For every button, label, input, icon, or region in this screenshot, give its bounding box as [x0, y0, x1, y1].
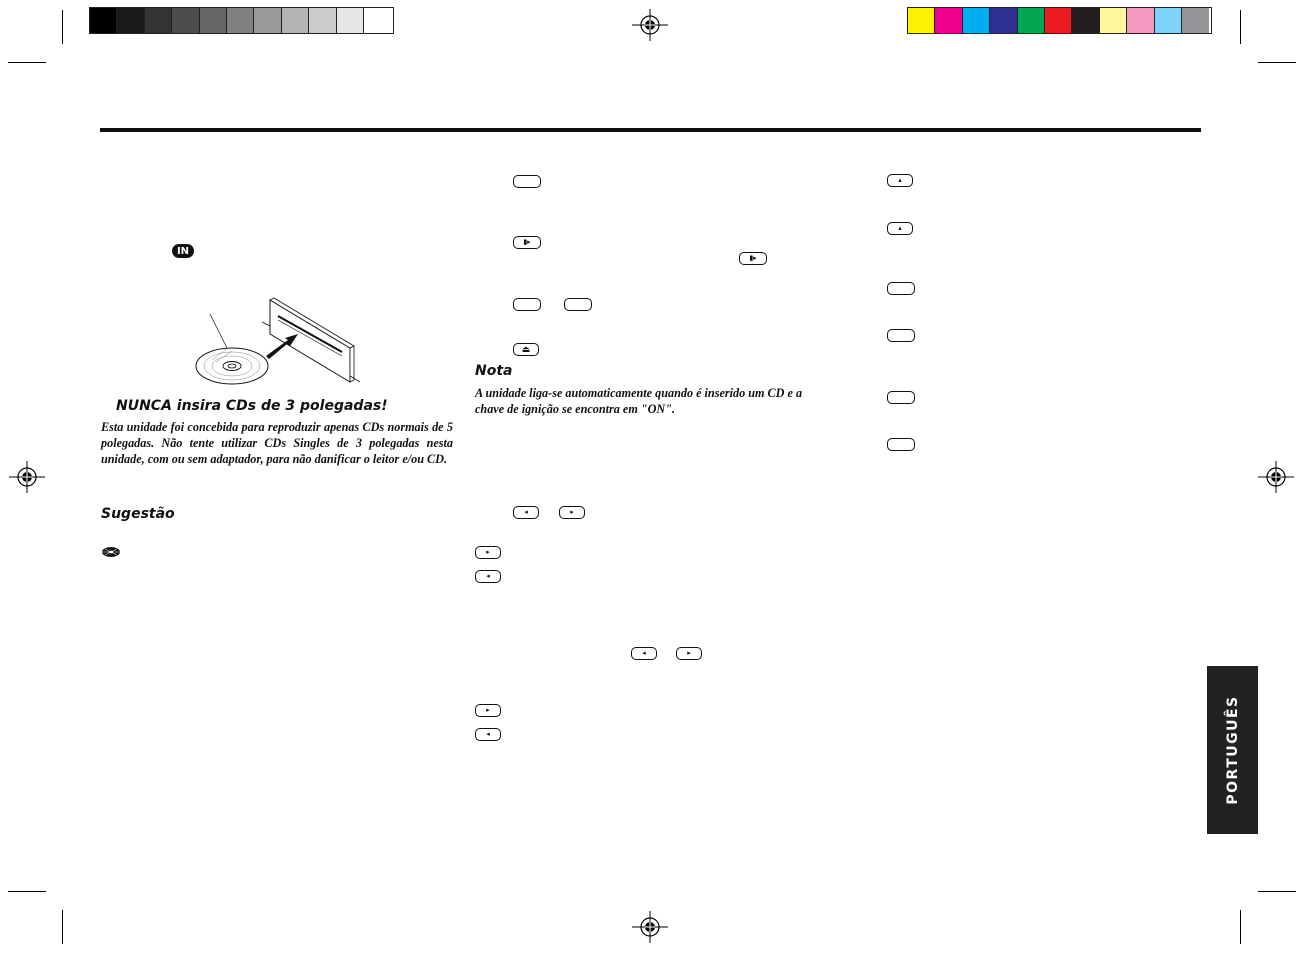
swatch — [1127, 8, 1154, 33]
swatch — [935, 8, 962, 33]
registration-target-icon — [632, 9, 668, 41]
play-pause-button-icon: ▮▸ — [513, 236, 541, 249]
in-badge-label: IN — [176, 245, 190, 257]
crop-mark — [1258, 62, 1296, 63]
right-button-icon: ▸ — [559, 506, 585, 519]
swatch — [90, 8, 117, 33]
right-button-icon: ▸ — [676, 647, 702, 660]
grayscale-registration-bar — [89, 7, 394, 34]
swatch — [227, 8, 254, 33]
up-button-icon: ▴ — [887, 174, 913, 187]
blank-button-icon — [564, 298, 592, 311]
left-button-icon: ◂ — [475, 728, 501, 741]
swatch — [337, 8, 364, 33]
swatch — [200, 8, 227, 33]
up-button-icon: ▴ — [887, 222, 913, 235]
warning-body: Esta unidade foi concebida para reproduzir apenas CDs normais de 5 polegadas. Não tente utilizar CDs Singles de 3 polegadas nesta unidade, com ou sem adaptador, para não danificar o leitor e/ou CD. — [101, 420, 453, 466]
swatch — [1018, 8, 1045, 33]
swatch — [364, 8, 391, 33]
swatch — [145, 8, 172, 33]
right-button-icon: ▸ — [475, 704, 501, 717]
left-button-icon: ◂ — [631, 647, 657, 660]
tip-heading: Sugestão — [101, 506, 175, 522]
blank-button-icon — [513, 298, 541, 311]
blank-button-icon — [887, 391, 915, 404]
crop-mark — [62, 10, 63, 44]
disc-icon — [101, 546, 121, 558]
color-registration-bar — [907, 7, 1212, 34]
swatch — [908, 8, 935, 33]
eject-button-icon: ⏏ — [513, 343, 539, 356]
crop-mark — [8, 891, 46, 892]
swatch — [1182, 8, 1209, 33]
header-rule — [100, 128, 1201, 132]
note-body: A unidade liga-se automaticamente quando é inserido um CD e a chave de ignição se encontra em "ON". — [475, 386, 803, 416]
mode-button-icon — [513, 175, 541, 188]
left-button-icon: ◂ — [475, 570, 501, 583]
registration-target-icon — [1258, 461, 1294, 493]
registration-target-icon — [9, 461, 45, 493]
language-side-tab — [1207, 666, 1258, 834]
note-heading: Nota — [475, 363, 513, 379]
swatch — [254, 8, 281, 33]
swatch — [117, 8, 144, 33]
registration-target-icon — [632, 911, 668, 943]
crop-mark — [8, 62, 46, 63]
blank-button-icon — [887, 438, 915, 451]
warning-heading: NUNCA insira CDs de 3 polegadas! — [116, 398, 388, 414]
swatch — [1072, 8, 1099, 33]
blank-button-icon — [887, 329, 915, 342]
swatch — [172, 8, 199, 33]
crop-mark — [1240, 910, 1241, 944]
swatch — [1155, 8, 1182, 33]
crop-mark — [1258, 891, 1296, 892]
swatch — [1045, 8, 1072, 33]
swatch — [282, 8, 309, 33]
crop-mark — [62, 910, 63, 944]
swatch — [309, 8, 336, 33]
right-button-icon: ▸ — [475, 546, 501, 559]
swatch — [1100, 8, 1127, 33]
swatch — [963, 8, 990, 33]
left-button-icon: ◂ — [513, 506, 539, 519]
blank-button-icon — [887, 282, 915, 295]
in-badge-icon — [172, 244, 194, 258]
play-pause-button-icon: ▮▸ — [739, 252, 767, 265]
language-side-tab-label: PORTUGUÊS — [1224, 695, 1241, 805]
cd-insertion-illustration-icon — [192, 296, 362, 388]
swatch — [990, 8, 1017, 33]
crop-mark — [1240, 10, 1241, 44]
